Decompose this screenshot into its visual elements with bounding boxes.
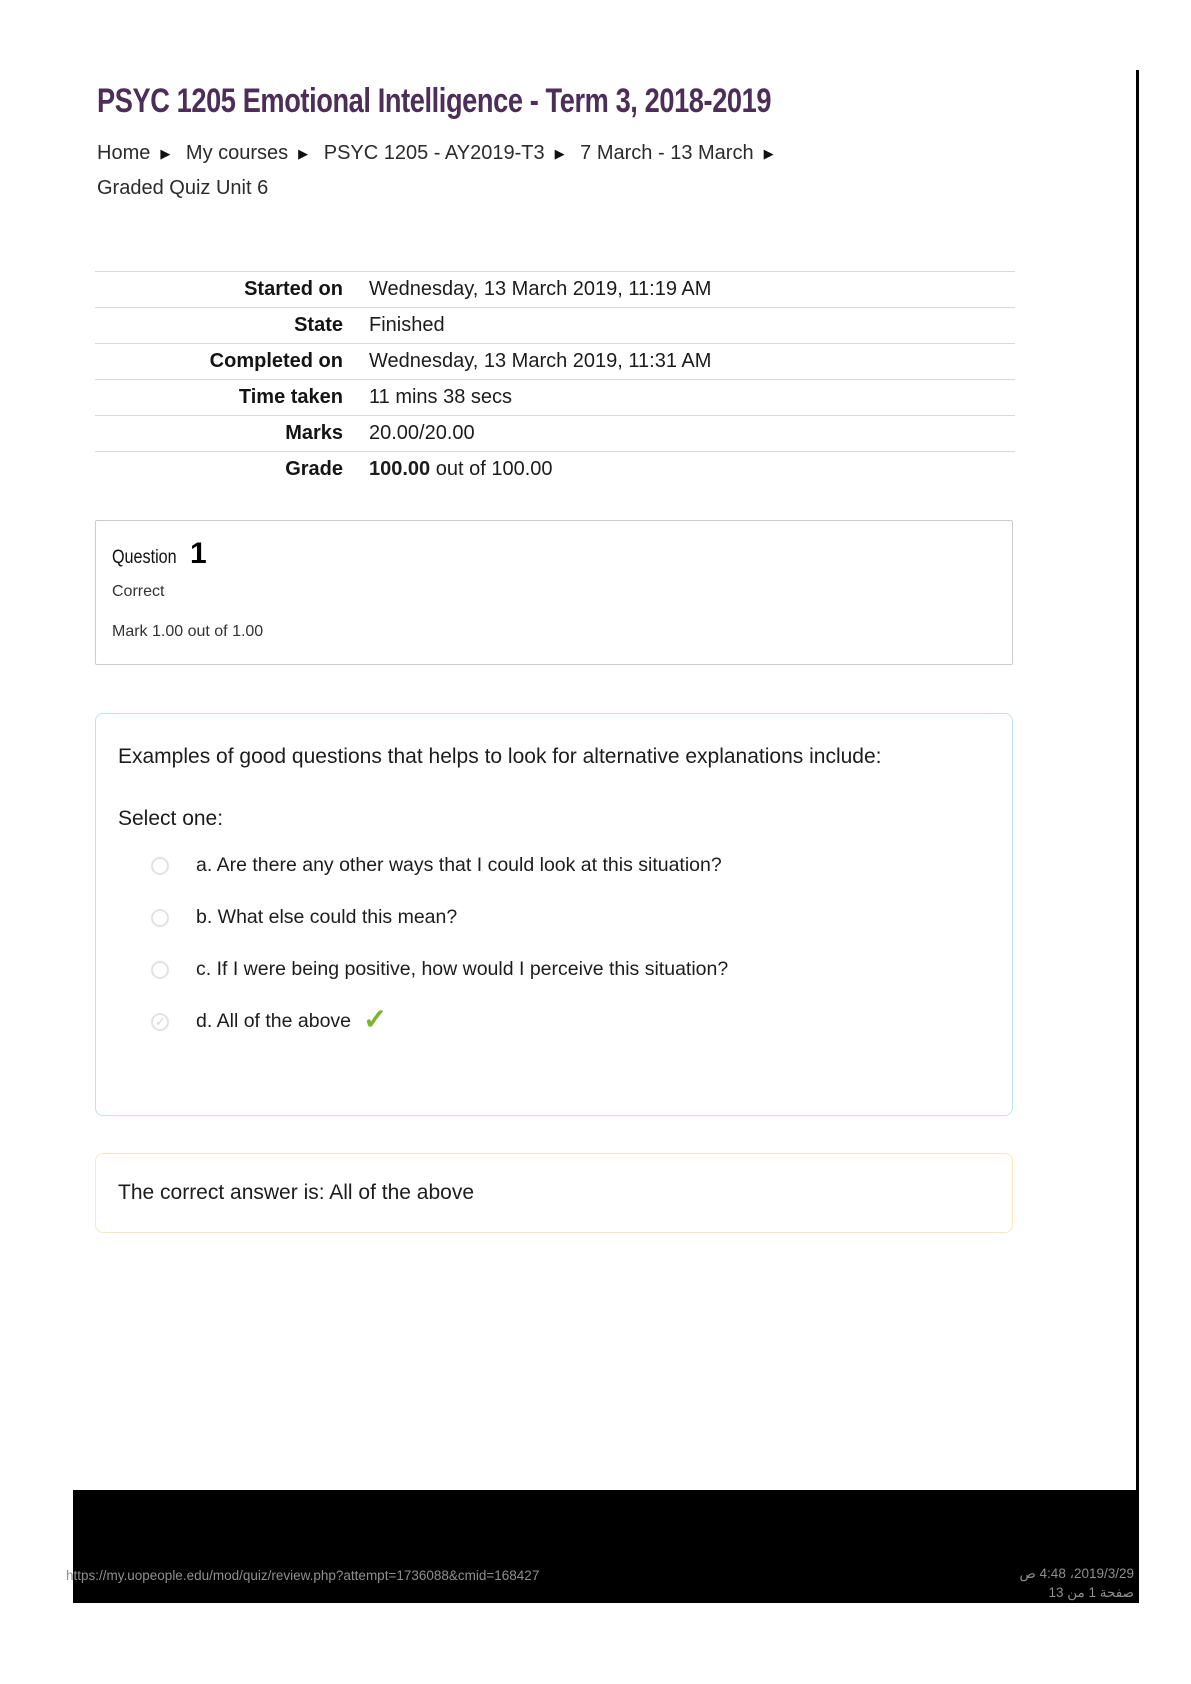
grade-value: 100.00 <box>369 458 431 480</box>
breadcrumb-item-week[interactable]: 7 March - 13 March <box>580 142 754 164</box>
grade-out-of: out of 100.00 <box>430 458 553 480</box>
answer-option-label: a. Are there any other ways that I could look at this situation? <box>196 854 722 876</box>
summary-label-completed-on: Completed on <box>209 350 343 372</box>
page-edge-line <box>1136 70 1139 1603</box>
summary-value-marks: 20.00/20.00 <box>369 422 475 444</box>
breadcrumb-separator-icon: ▶ <box>763 146 774 161</box>
breadcrumb <box>97 136 887 205</box>
radio-button-icon[interactable] <box>151 909 169 927</box>
answer-option-b[interactable] <box>118 904 990 931</box>
correct-answer-box <box>95 1153 1013 1233</box>
breadcrumb-item-my-courses[interactable]: My courses <box>185 142 289 164</box>
table-row <box>95 307 1015 343</box>
answer-option-label: c. If I were being positive, how would I perceive this situation? <box>196 958 729 980</box>
summary-label-state: State <box>294 314 343 336</box>
correct-answer-text: The correct answer is: All of the above <box>118 1181 475 1204</box>
footer-page-number: صفحة 1 من 13 <box>1048 1585 1134 1600</box>
footer-datetime: 2019/3/29، 4:48 ص <box>1019 1566 1134 1581</box>
attempt-summary-table <box>95 271 1015 487</box>
breadcrumb-separator-icon: ▶ <box>160 146 171 161</box>
answer-option-d[interactable] <box>118 1003 990 1036</box>
summary-value-time-taken: 11 mins 38 secs <box>369 386 513 408</box>
breadcrumb-item-quiz: Graded Quiz Unit 6 <box>97 177 269 199</box>
table-row <box>95 379 1015 415</box>
question-status: Correct <box>112 583 165 600</box>
breadcrumb-separator-icon: ▶ <box>554 146 565 161</box>
question-info-box <box>95 520 1013 665</box>
page-title: PSYC 1205 Emotional Intelligence - Term 3, 2018-2019 <box>97 82 772 120</box>
summary-label-time-taken: Time taken <box>238 386 343 408</box>
question-text: Examples of good questions that helps to look for alternative explanations include: <box>118 745 882 768</box>
answer-option-label: d. All of the above <box>196 1010 352 1032</box>
question-word-label: Question <box>112 547 177 568</box>
select-one-label: Select one: <box>118 807 224 830</box>
summary-label-grade: Grade <box>285 458 343 480</box>
footer-black-bar <box>73 1490 1139 1603</box>
summary-value-completed-on: Wednesday, 13 March 2019, 11:31 AM <box>369 350 712 372</box>
table-row <box>95 271 1015 307</box>
breadcrumb-separator-icon: ▶ <box>298 146 309 161</box>
footer-url: https://my.uopeople.edu/mod/quiz/review.php?attempt=1736088&cmid=168427 <box>66 1568 540 1583</box>
answer-option-c[interactable] <box>118 956 990 983</box>
breadcrumb-item-home[interactable]: Home <box>97 142 151 164</box>
summary-value-grade <box>357 458 1015 481</box>
question-body-box <box>95 713 1013 1116</box>
correct-check-icon: ✓ <box>363 1003 388 1036</box>
radio-button-selected-icon[interactable] <box>151 1013 169 1031</box>
answer-option-a[interactable] <box>118 852 990 879</box>
answer-option-label: b. What else could this mean? <box>196 906 458 928</box>
table-row <box>95 451 1015 487</box>
summary-label-marks: Marks <box>285 422 343 444</box>
question-number: 1 <box>190 537 207 570</box>
radio-button-icon[interactable] <box>151 857 169 875</box>
radio-button-icon[interactable] <box>151 961 169 979</box>
table-row <box>95 415 1015 451</box>
summary-value-state: Finished <box>369 314 445 336</box>
table-row <box>95 343 1015 379</box>
question-mark: Mark 1.00 out of 1.00 <box>112 623 264 640</box>
summary-label-started-on: Started on <box>244 278 343 300</box>
answer-options <box>118 852 990 1035</box>
summary-value-started-on: Wednesday, 13 March 2019, 11:19 AM <box>369 278 712 300</box>
breadcrumb-item-course[interactable]: PSYC 1205 - AY2019-T3 <box>323 142 545 164</box>
